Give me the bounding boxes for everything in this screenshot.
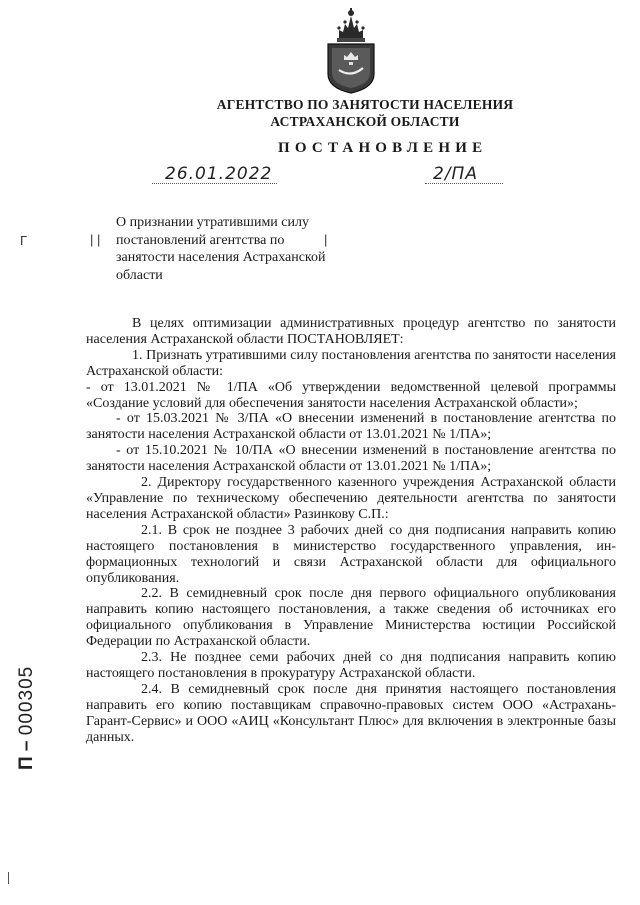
registration-stamp	[16, 666, 38, 770]
paragraph-2-1: 2.1. В срок не позднее 3 рабочих дней со дня подписания направить копию настоящего постановления в министерство государственного управления, ин-формационных технологий и связи Астраханской области для официального опубликования.	[86, 522, 616, 586]
paragraph-1: 1. Признать утратившими силу постановления агентства по занятости населения Астраханской области:	[86, 347, 616, 379]
margin-tick	[8, 872, 9, 884]
paragraph-2-4: 2.4. В семидневный срок после дня принятия настоящего постановления направить его копию поставщикам справочно-правовых систем ООО «Астрахань-Гарант-Сервис» и ООО «АИЦ «Консультант Плюс» для включения в электронные базы данных.	[86, 681, 616, 745]
stamp-number: 000305	[16, 665, 37, 736]
coat-of-arms-emblem	[325, 8, 377, 94]
paragraph-1-item-a: - от 13.01.2021 № 1/ПА «Об утверждении ведомственной целевой программы «Создание условий для обеспечения занятости населения Астраханской области»;	[86, 379, 616, 411]
document-body	[86, 316, 616, 745]
stamp-prefix: П –	[16, 740, 37, 770]
document-subject: О признании утратившими силу постановлений агентства по занятости населения Астраханской области	[116, 215, 326, 283]
document-type-title: ПОСТАНОВЛЕНИЕ	[278, 140, 488, 156]
paragraph-2-3: 2.3. Не позднее семи рабочих дней со дня подписания направить копию настоящего постановления в прокуратуру Астраханской области.	[86, 650, 616, 681]
org-name-line2: АСТРАХАНСКОЙ ОБЛАСТИ	[270, 114, 460, 129]
org-name-line1: АГЕНТСТВО ПО ЗАНЯТОСТИ НАСЕЛЕНИЯ	[216, 97, 514, 112]
number-underline	[425, 183, 503, 184]
corner-mark-right: |	[324, 232, 328, 247]
handwritten-number: 2/ПА	[433, 164, 478, 184]
paragraph-1-item-c: - от 15.10.2021 № 10/ПА «О внесении изменений в постановление агентства по занятости населения Астраханской области от 13.01.2021 № 1/ПА»;	[86, 443, 616, 475]
handwritten-date: 26.01.2022	[165, 164, 273, 184]
paragraph-1-item-b: - от 15.03.2021 № 3/ПА «О внесении изменений в постановление агентства по занятости населения Астраханской области от 13.01.2021 № 1/ПА»;	[86, 411, 616, 443]
intro-paragraph: В целях оптимизации административных процедур агентство по занятости населения Астраханской области ПОСТАНОВЛЯЕТ:	[86, 316, 616, 347]
paragraph-2: 2. Директору государственного казенного учреждения Астраханской области «Управление по техническому обеспечению деятельности агентства по занятости населения Астраханской области» Разинкову С.П.:	[86, 475, 616, 522]
paragraph-2-2: 2.2. В семидневный срок после дня первого официального опубликования направить копию настоящего постановления, а также сведения об источниках его официального опубликования в Управление Министерства юстиции Российской Федерации по Астраханской области.	[86, 586, 616, 650]
corner-mark-mid: | |	[90, 232, 101, 247]
corner-mark-left: Г	[20, 233, 28, 248]
date-underline	[152, 183, 277, 184]
